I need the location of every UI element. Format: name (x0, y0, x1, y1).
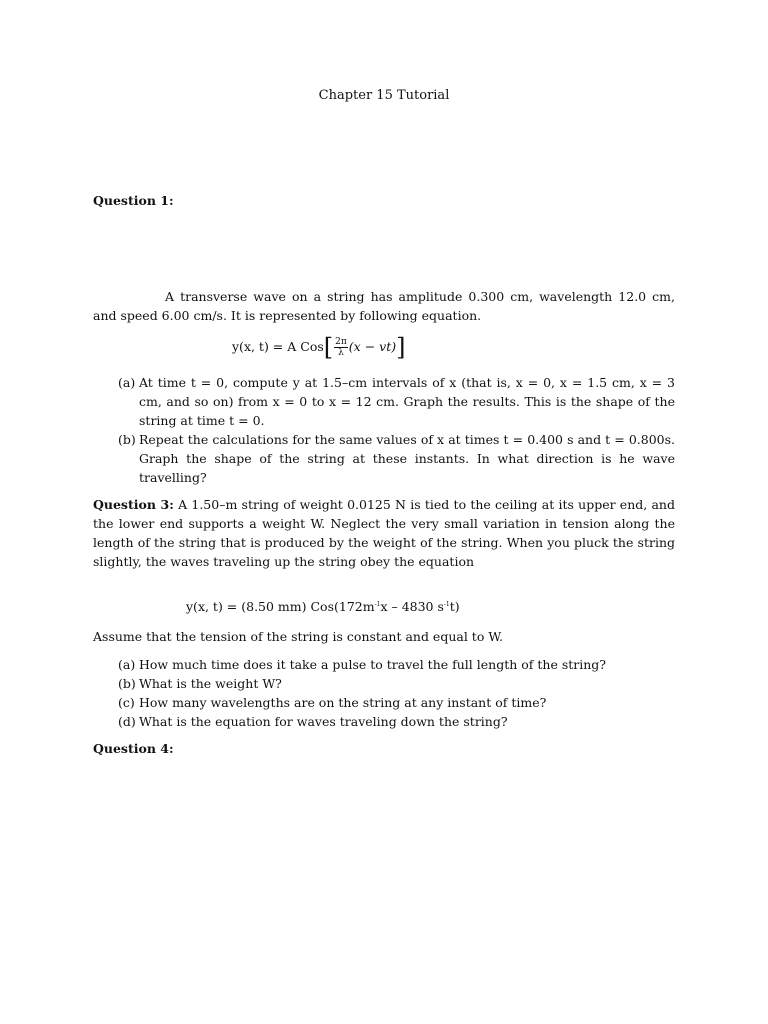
list-item (118, 655, 675, 674)
list-item (118, 712, 675, 731)
question-1-parts (118, 373, 675, 487)
part-label: (a) (118, 657, 136, 672)
part-text: Repeat the calculations for the same values of x at times t = 0.400 s and t = 0.800s. Graph the shape of the string at these instants. In what direction is he wave travelling? (139, 432, 675, 485)
equation-sup-2: -1 (443, 600, 450, 608)
equation-part-c: t) (449, 599, 460, 614)
equation-rhs: (x − vt) (348, 339, 397, 354)
question-1-intro: A transverse wave on a string has amplitude 0.300 cm, wavelength 12.0 cm, and speed 6.00 cm/s. It is represented by following equation. (93, 289, 675, 323)
question-4-heading: Question 4: (93, 741, 174, 756)
equation-sup-1: -1 (374, 600, 381, 608)
part-text: What is the equation for waves traveling down the string? (139, 714, 508, 729)
equation-part-b: x – 4830 s (380, 599, 444, 614)
question-3-assume: Assume that the tension of the string is constant and equal to W. (93, 629, 503, 644)
list-item (118, 430, 675, 487)
part-text: How many wavelengths are on the string at any instant of time? (139, 695, 547, 710)
equation-fraction (334, 337, 348, 358)
question-3-parts (118, 655, 675, 731)
question-3-intro-block (93, 495, 675, 571)
equation-part-a: y(x, t) = (8.50 mm) Cos(172m (186, 599, 375, 614)
part-text: At time t = 0, compute y at 1.5–cm intervals of x (that is, x = 0, x = 1.5 cm, x = 3 cm, and so on) from x = 0 to x = 12 cm. Graph the results. This is the shape of the string at time t = 0. (139, 375, 675, 428)
part-label: (c) (118, 695, 135, 710)
right-bracket: ] (396, 333, 406, 362)
question-3-equation (186, 599, 460, 614)
question-1-equation (232, 333, 406, 362)
page-title: Chapter 15 Tutorial (318, 88, 450, 103)
list-item (118, 373, 675, 430)
list-item (118, 693, 675, 712)
part-label: (b) (118, 432, 136, 447)
part-label: (a) (118, 375, 136, 390)
part-label: (b) (118, 676, 136, 691)
equation-lhs: y(x, t) = A Cos (232, 339, 324, 354)
part-text: What is the weight W? (139, 676, 282, 691)
question-3-intro: A 1.50–m string of weight 0.0125 N is tied to the ceiling at its upper end, and the lower end supports a weight W. Neglect the very small variation in tension along the length of the string that is produced by the weight of the string. When you pluck the string slightly, the waves traveling up the string obey the equation (93, 497, 675, 569)
list-item (118, 674, 675, 693)
question-1-heading: Question 1: (93, 193, 174, 208)
left-bracket: [ (323, 333, 334, 362)
part-text: How much time does it take a pulse to travel the full length of the string? (139, 657, 606, 672)
fraction-denominator: λ (338, 348, 344, 358)
fraction-numerator: 2π (335, 337, 347, 347)
part-label: (d) (118, 714, 136, 729)
question-3-heading: Question 3: (93, 497, 174, 512)
